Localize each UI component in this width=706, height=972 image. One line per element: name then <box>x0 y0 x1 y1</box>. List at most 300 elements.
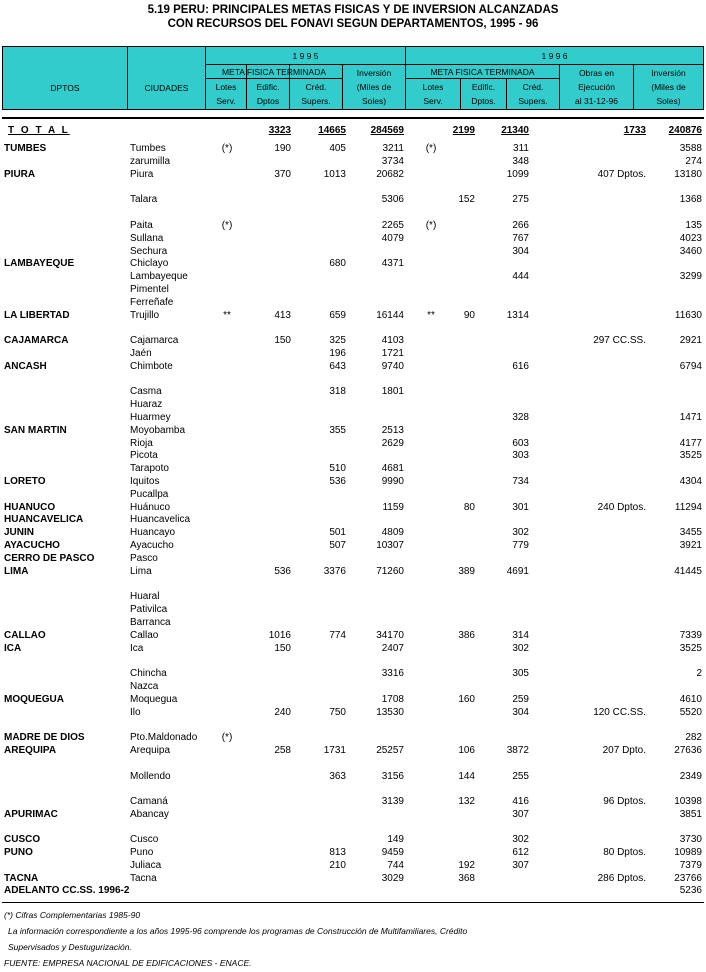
cell-inv-1996: 6794 <box>679 361 702 372</box>
cell-cred-1996: 275 <box>512 194 529 205</box>
cell-edif-1995: 536 <box>274 566 291 577</box>
cell-edif-1995: 150 <box>274 643 291 654</box>
cell-cred-1995: 3376 <box>323 566 346 577</box>
header-rule <box>2 117 704 119</box>
cell-dpto: CUSCO <box>4 834 41 845</box>
table-row <box>0 309 706 322</box>
cell-inv-1996: 3921 <box>679 540 702 551</box>
cell-lotes-1996: ** <box>427 310 435 321</box>
cell-cred-1995: 536 <box>329 476 346 487</box>
cell-inv-1996: 3588 <box>679 143 702 154</box>
table-row <box>0 475 706 488</box>
cell-obras-1996: 80 Dptos. <box>603 847 646 858</box>
table-row <box>0 398 706 411</box>
cell-dpto: JUNIN <box>4 527 35 538</box>
cell-cred-1996: 1099 <box>506 169 529 180</box>
cell-ciudad: Huánuco <box>130 502 171 513</box>
cell-inv-1996: 3299 <box>679 271 702 282</box>
note-cifras: (*) Cifras Complementarias 1985-90 <box>4 910 141 920</box>
cell-ciudad: Pativilca <box>130 604 168 615</box>
cell-inv-1995: 4103 <box>381 335 404 346</box>
table-row <box>0 449 706 462</box>
total-row <box>0 124 706 137</box>
cell-ciudad: Huaraz <box>130 399 163 410</box>
note-fuente: FUENTE: EMPRESA NACIONAL DE EDIFICACIONES - ENACE. <box>4 958 252 968</box>
cell-dpto: APURIMAC <box>4 809 58 820</box>
cell-cred-1996: 603 <box>512 438 529 449</box>
cell-inv-1996: 7379 <box>679 860 702 871</box>
cell-cred-1996: 311 <box>513 143 529 154</box>
cell-cred-1996: 259 <box>512 694 529 705</box>
cell-inv-1996: 3525 <box>679 450 702 461</box>
cell-inv-1996: 4023 <box>679 233 702 244</box>
cell-ciudad: Ferreñafe <box>130 297 174 308</box>
cell-ciudad: Paita <box>130 220 153 231</box>
header-edif-1995-sub: Dptos <box>256 96 280 106</box>
cell-ciudad: Cajamarca <box>130 335 179 346</box>
cell-inv-1996: 13180 <box>674 169 702 180</box>
header-cred-1995-sub: Supers. <box>301 96 331 106</box>
cell-edif-1996: 152 <box>458 194 475 205</box>
cell-ciudad: Piura <box>130 169 154 180</box>
cell-cred-1995: 501 <box>329 527 346 538</box>
cell-edif-1996: 144 <box>458 771 475 782</box>
cell-edif-1995: 1016 <box>268 630 291 641</box>
header-year-1996: 1 9 9 6 <box>541 51 568 61</box>
cell-dpto: CERRO DE PASCO <box>4 553 95 564</box>
cell-inv-1995: 4681 <box>381 463 404 474</box>
table-row <box>0 283 706 296</box>
header-lotes-1995: Lotes <box>215 82 237 92</box>
table-row <box>0 526 706 539</box>
table-row <box>0 360 706 373</box>
cell-inv-1995: 25257 <box>376 745 404 756</box>
table-row <box>0 680 706 693</box>
cell-lotes-1996: (*) <box>425 143 437 154</box>
cell-cred-1996: 734 <box>512 476 529 487</box>
cell-inv-1995: 2513 <box>381 425 404 436</box>
cell-ciudad: Lambayeque <box>130 271 188 282</box>
cell-edif-1996: 389 <box>458 566 475 577</box>
cell-cred-1995: 355 <box>329 425 346 436</box>
cell-ciudad: Pasco <box>130 553 158 564</box>
table-row <box>0 142 706 155</box>
cell-dpto: LIMA <box>4 566 29 577</box>
cell-inv-1995: 4809 <box>381 527 404 538</box>
cell-edif-1996: 368 <box>458 873 475 884</box>
table-row <box>0 846 706 859</box>
table-row <box>0 616 706 629</box>
cell-cred-1996: 616 <box>512 361 529 372</box>
header-inv-1995-sub2: Soles) <box>361 96 387 106</box>
cell-ciudad: Moquegua <box>130 694 178 705</box>
cell-inv-1996: 27636 <box>674 745 702 756</box>
table-row <box>0 667 706 680</box>
cell-dpto: TUMBES <box>4 143 47 154</box>
cell-dpto: CAJAMARCA <box>4 335 69 346</box>
table-row <box>0 603 706 616</box>
cell-inv-1996: 2 <box>696 668 702 679</box>
header-cred-1996-sub: Supers. <box>518 96 548 106</box>
cell-inv-1995: 3029 <box>381 873 404 884</box>
cell-inv-1995: 1801 <box>381 386 404 397</box>
cell-inv-1996: 274 <box>685 156 702 167</box>
cell-inv-1996: 4304 <box>679 476 702 487</box>
table-title-line2: CON RECURSOS DEL FONAVI SEGUN DEPARTAMENTOS, 1995 - 96 <box>167 18 539 30</box>
cell-inv-1996: 10398 <box>674 796 702 807</box>
cell-inv-1996: 5236 <box>679 885 702 896</box>
cell-ciudad: Pto.Maldonado <box>130 732 198 743</box>
header-lotes-1996: Lotes <box>422 82 444 92</box>
table-row <box>0 168 706 181</box>
cell-ciudad: Sechura <box>130 246 168 257</box>
cell-inv-1995: 1721 <box>381 348 404 359</box>
cell-dpto: PUNO <box>4 847 33 858</box>
table-row <box>0 795 706 808</box>
cell-ciudad: Huancayo <box>130 527 176 538</box>
cell-inv-1996: 23766 <box>674 873 702 884</box>
cell-inv-1995: 71260 <box>376 566 404 577</box>
table-row <box>0 744 706 757</box>
cell-inv-1995: 3156 <box>381 771 404 782</box>
cell-dpto: MADRE DE DIOS <box>4 732 85 743</box>
cell-inv-1995: 20682 <box>376 169 404 180</box>
header-meta-1996: META FISICA TERMINADA <box>430 67 535 77</box>
cell-inv-1996: 1471 <box>679 412 702 423</box>
cell-inv-1995: 744 <box>387 860 404 871</box>
cell-obras-1996: 407 Dptos. <box>597 169 646 180</box>
cell-ciudad: Chincha <box>130 668 167 679</box>
cell-inv-1996: 3525 <box>679 643 702 654</box>
cell-inv-1996: 11630 <box>674 310 702 321</box>
cell-dpto: ANCASH <box>4 361 47 372</box>
cell-obras-1996: 240 Dptos. <box>597 502 646 513</box>
cell-dpto: ICA <box>4 643 22 654</box>
note-informacion-cont: Supervisados y Destugurización. <box>8 942 132 952</box>
cell-lotes-1996: 106 <box>458 745 475 756</box>
cell-dpto: MOQUEGUA <box>4 694 64 705</box>
cell-cred-1995: 1731 <box>323 745 346 756</box>
header-inv-1995: Inversión <box>356 68 392 78</box>
header-edif-1996: Edific. <box>471 82 496 92</box>
cell-ciudad: Huaral <box>130 591 160 602</box>
cell-inv-1995: 9459 <box>381 847 404 858</box>
cell-lotes-1995: (*) <box>221 220 233 231</box>
cell-dpto: LAMBAYEQUE <box>4 258 75 269</box>
cell-cred-1996: 307 <box>512 809 529 820</box>
header-ciudades: CIUDADES <box>144 83 189 93</box>
cell-ciudad: Pimentel <box>130 284 169 295</box>
note-informacion: La información correspondiente a los años 1995-96 comprende los programas de Construcción de Multifamiliares, Crédito <box>8 926 468 936</box>
cell-inv-1996: 11294 <box>674 502 702 513</box>
cell-ciudad: Callao <box>130 630 159 641</box>
cell-inv-1995: 34170 <box>376 630 404 641</box>
cell-cred-1996: 4691 <box>506 566 529 577</box>
cell-inv-1996: 3455 <box>679 527 702 538</box>
cell-dpto: PIURA <box>4 169 36 180</box>
cell-inv-1996: 10989 <box>674 847 702 858</box>
cell-edif-1995: 413 <box>274 310 291 321</box>
header-inv-1996: Inversión <box>651 68 686 78</box>
header-lotes-1996-sub: Serv. <box>423 96 443 106</box>
cell-cred-1995: 196 <box>329 348 346 359</box>
cell-ciudad: Jaén <box>130 348 152 359</box>
cell-inv-1996: 4177 <box>679 438 702 449</box>
table-row <box>0 706 706 719</box>
table-row <box>0 257 706 270</box>
table-row <box>0 629 706 642</box>
cell-ciudad: Casma <box>130 386 162 397</box>
cell-ciudad: Mollendo <box>130 771 171 782</box>
header-obras-sub1: Ejecución <box>578 82 615 92</box>
cell-inv-1996: 282 <box>685 732 702 743</box>
cell-cred-1996: 302 <box>512 834 529 845</box>
cell-cred-1996: 767 <box>512 233 529 244</box>
total-cred-1996: 21340 <box>501 125 529 136</box>
cell-cred-1995: 363 <box>329 771 346 782</box>
cell-inv-1995: 2265 <box>381 220 404 231</box>
cell-ciudad: Ayacucho <box>130 540 174 551</box>
cell-cred-1996: 266 <box>512 220 529 231</box>
cell-ciudad: Rioja <box>130 438 153 449</box>
cell-ciudad: Camaná <box>130 796 168 807</box>
cell-inv-1996: 3730 <box>679 834 702 845</box>
table-row <box>0 833 706 846</box>
cell-dpto: SAN MARTIN <box>4 425 67 436</box>
cell-dpto: LORETO <box>4 476 46 487</box>
cell-obras-1996: 96 Dptos. <box>603 796 646 807</box>
cell-dpto: AYACUCHO <box>4 540 60 551</box>
header-inv-1995-sub1: (Miles de <box>356 82 392 92</box>
table-title-line1: 5.19 PERU: PRINCIPALES METAS FISICAS Y DE INVERSION ALCANZADAS <box>147 4 559 16</box>
cell-edif-1995: 190 <box>274 143 291 154</box>
cell-ciudad: Ilo <box>130 707 141 718</box>
table-row <box>0 539 706 552</box>
cell-edif-1996: 80 <box>463 502 475 513</box>
cell-dpto: LA LIBERTAD <box>4 310 70 321</box>
cell-cred-1995: 318 <box>329 386 346 397</box>
cell-cred-1996: 348 <box>512 156 529 167</box>
cell-inv-1995: 1708 <box>381 694 404 705</box>
cell-inv-1996: 4610 <box>679 694 702 705</box>
header-inv-1996-sub2: Soles) <box>656 96 681 106</box>
header-cred-1996: Créd. <box>522 82 544 92</box>
cell-lotes-1995: ** <box>223 310 231 321</box>
cell-cred-1996: 779 <box>512 540 529 551</box>
cell-inv-1996: 41445 <box>674 566 702 577</box>
cell-inv-1995: 9740 <box>381 361 404 372</box>
cell-ciudad: Pucallpa <box>130 489 169 500</box>
table-row <box>0 488 706 501</box>
cell-ciudad: Nazca <box>130 681 159 692</box>
cell-ciudad: Ica <box>130 643 144 654</box>
table-row <box>0 513 706 526</box>
cell-dpto: CALLAO <box>4 630 46 641</box>
table-row <box>0 770 706 783</box>
cell-ciudad: Puno <box>130 847 154 858</box>
cell-ciudad: Arequipa <box>130 745 171 756</box>
table-row <box>0 232 706 245</box>
cell-obras-1996: 207 Dpto. <box>602 745 646 756</box>
table-row <box>0 270 706 283</box>
cell-cred-1996: 305 <box>512 668 529 679</box>
cell-edif-1996: 386 <box>458 630 475 641</box>
cell-cred-1995: 659 <box>329 310 346 321</box>
cell-cred-1995: 510 <box>329 463 346 474</box>
cell-ciudad: Trujillo <box>130 310 160 321</box>
cell-ciudad: Chimbote <box>130 361 173 372</box>
cell-inv-1995: 3734 <box>381 156 404 167</box>
footer-rule <box>2 902 704 903</box>
cell-cred-1996: 302 <box>512 643 529 654</box>
table-header <box>2 46 704 110</box>
header-dptos: DPTOS <box>50 83 80 93</box>
cell-edif-1996: 192 <box>458 860 475 871</box>
cell-ciudad: Tumbes <box>130 143 166 154</box>
cell-lotes-1996: (*) <box>425 220 437 231</box>
table-row <box>0 731 706 744</box>
cell-cred-1995: 643 <box>329 361 346 372</box>
cell-edif-1995: 370 <box>274 169 291 180</box>
cell-ciudad: Huarmey <box>130 412 171 423</box>
cell-inv-1996: 135 <box>685 220 702 231</box>
cell-edif-1995: 258 <box>274 745 291 756</box>
cell-inv-1996: 3460 <box>679 246 702 257</box>
cell-ciudad: Lima <box>130 566 152 577</box>
cell-edif-1995: 150 <box>274 335 291 346</box>
table-row <box>0 411 706 424</box>
cell-cred-1995: 750 <box>329 707 346 718</box>
cell-edif-1996: 90 <box>463 310 475 321</box>
total-lotes-1996: 2199 <box>452 125 475 136</box>
cell-ciudad: Sullana <box>130 233 164 244</box>
table-row <box>0 193 706 206</box>
cell-inv-1995: 4079 <box>381 233 404 244</box>
cell-ciudad: Huancavelica <box>130 514 191 525</box>
cell-cred-1996: 314 <box>512 630 529 641</box>
cell-ciudad: Chiclayo <box>130 258 169 269</box>
table-row <box>0 642 706 655</box>
cell-inv-1995: 1159 <box>382 502 404 513</box>
header-cred-1995: Créd. <box>305 82 327 92</box>
cell-cred-1995: 507 <box>329 540 346 551</box>
cell-cred-1996: 307 <box>512 860 529 871</box>
header-edif-1996-sub: Dptos. <box>471 96 496 106</box>
table-row <box>0 424 706 437</box>
table-row <box>0 884 706 897</box>
cell-inv-1996: 7339 <box>679 630 702 641</box>
cell-dpto: HUANUCO <box>4 502 56 513</box>
total-cred-1995: 14665 <box>318 125 346 136</box>
header-edif-1995: Edific. <box>256 82 280 92</box>
cell-cred-1996: 302 <box>512 527 529 538</box>
cell-lotes-1995: (*) <box>221 732 233 743</box>
cell-lotes-1995: (*) <box>221 143 233 154</box>
table-row <box>0 590 706 603</box>
table-row <box>0 859 706 872</box>
cell-inv-1995: 2407 <box>381 643 404 654</box>
table-row <box>0 693 706 706</box>
cell-cred-1995: 210 <box>329 860 346 871</box>
cell-cred-1995: 325 <box>329 335 346 346</box>
header-year-1995: 1 9 9 5 <box>292 51 319 61</box>
table-row <box>0 552 706 565</box>
cell-ciudad: Picota <box>130 450 158 461</box>
table-row <box>0 334 706 347</box>
header-meta-1995: META FISICA TERMINADA <box>221 67 327 77</box>
table-row <box>0 565 706 578</box>
cell-obras-1996: 286 Dptos. <box>597 873 646 884</box>
total-inv-1995: 284569 <box>370 125 404 136</box>
cell-cred-1995: 405 <box>329 143 346 154</box>
cell-inv-1996: 5520 <box>679 707 702 718</box>
table-row <box>0 219 706 232</box>
cell-inv-1995: 16144 <box>376 310 404 321</box>
cell-edif-1996: 160 <box>458 694 475 705</box>
cell-inv-1995: 4371 <box>381 258 404 269</box>
table-row <box>0 347 706 360</box>
table-row <box>0 385 706 398</box>
cell-cred-1995: 813 <box>329 847 346 858</box>
cell-cred-1995: 680 <box>329 258 346 269</box>
cell-obras-1996: 297 CC.SS. <box>593 335 646 346</box>
cell-cred-1996: 304 <box>512 246 529 257</box>
cell-cred-1996: 444 <box>512 271 529 282</box>
cell-ciudad: Tarapoto <box>130 463 169 474</box>
cell-cred-1996: 303 <box>512 450 529 461</box>
cell-edif-1996: 132 <box>458 796 475 807</box>
cell-ciudad: zarumilla <box>130 156 171 167</box>
cell-ciudad: Tacna <box>130 873 157 884</box>
cell-inv-1996: 2349 <box>679 771 702 782</box>
cell-ciudad: Iquitos <box>130 476 160 487</box>
table-row <box>0 155 706 168</box>
header-obras: Obras en <box>579 68 614 78</box>
cell-cred-1996: 255 <box>512 771 529 782</box>
cell-inv-1995: 3211 <box>382 143 404 154</box>
cell-inv-1995: 3316 <box>381 668 404 679</box>
table-row <box>0 808 706 821</box>
cell-inv-1995: 10307 <box>376 540 404 551</box>
header-obras-sub2: al 31-12-96 <box>574 96 618 106</box>
cell-cred-1996: 1314 <box>506 310 529 321</box>
table-row <box>0 296 706 309</box>
cell-cred-1996: 328 <box>512 412 529 423</box>
cell-cred-1995: 774 <box>329 630 346 641</box>
total-obras-1996: 1733 <box>623 125 646 136</box>
cell-inv-1995: 3139 <box>381 796 404 807</box>
cell-ciudad: Cusco <box>130 834 159 845</box>
header-inv-1996-sub1: (Miles de <box>651 82 686 92</box>
cell-dpto: AREQUIPA <box>4 745 57 756</box>
cell-inv-1996: 2921 <box>679 335 702 346</box>
cell-ciudad: Talara <box>130 194 158 205</box>
cell-obras-1996: 120 CC.SS. <box>593 707 646 718</box>
total-inv-1996: 240876 <box>668 125 702 136</box>
cell-ciudad: Abancay <box>130 809 169 820</box>
cell-dpto: ADELANTO CC.SS. 1996-2 <box>4 885 130 896</box>
cell-inv-1996: 1368 <box>679 194 702 205</box>
cell-ciudad: Juliaca <box>130 860 162 871</box>
cell-cred-1996: 416 <box>512 796 529 807</box>
cell-inv-1995: 13530 <box>376 707 404 718</box>
total-edif-1995: 3323 <box>268 125 291 136</box>
cell-inv-1995: 5306 <box>381 194 404 205</box>
cell-inv-1995: 9990 <box>381 476 404 487</box>
table-row <box>0 462 706 475</box>
cell-ciudad: Barranca <box>130 617 171 628</box>
cell-dpto: HUANCAVELICA <box>4 514 84 525</box>
